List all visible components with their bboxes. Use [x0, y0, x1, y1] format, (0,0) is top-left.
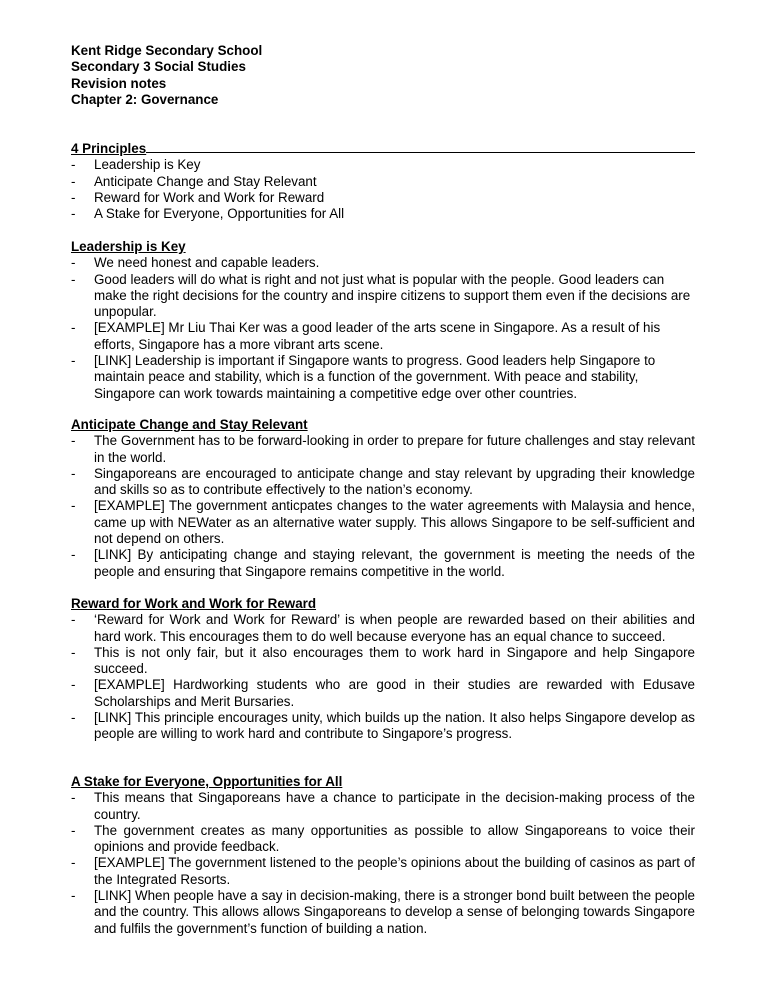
- heading-rule: [146, 140, 695, 153]
- list-item: - [EXAMPLE] Mr Liu Thai Ker was a good leader of the arts scene in Singapore. As a result of his efforts, Singapore has a more vibrant arts scene.: [71, 320, 661, 352]
- list-item: - [EXAMPLE] Hardworking students who are good in their studies are rewarded with Edusave Scholarships and Merit Bursaries.: [71, 677, 695, 709]
- list-item: - The government creates as many opportunities as possible to allow Singaporeans to voice their opinions and provide feedback.: [71, 822, 695, 855]
- section-heading: Reward for Work and Work for Reward: [71, 596, 317, 611]
- list-item: - [LINK] By anticipating change and staying relevant, the government is meeting the needs of the people and ensuring that Singapore remains competitive in the world.: [71, 547, 695, 579]
- list-item: - We need honest and capable leaders.: [71, 255, 320, 271]
- section-heading: Leadership is Key: [71, 239, 186, 254]
- list-item: - This means that Singaporeans have a chance to participate in the decision-making process of the country.: [71, 790, 695, 822]
- list-item: - Singaporeans are encouraged to anticipate change and stay relevant by upgrading their knowledge and skills so as to contribute effectively to the nation’s economy.: [71, 465, 695, 498]
- list-item: - [LINK] When people have a say in decision-making, there is a stronger bond built between the people and the country. This allows allows Singaporeans to develop a sense of belonging towards Singapore and fulfils the government’s function of building a nation.: [71, 888, 695, 936]
- list-item: - [LINK] This principle encourages unity, which builds up the nation. It also helps Singapore develop as people are willing to work hard and contribute to Singapore’s progress.: [71, 710, 695, 742]
- list-item: - Leadership is Key: [71, 157, 201, 173]
- chapter-title: Chapter 2: Governance: [71, 91, 219, 107]
- list-item: - Good leaders will do what is right and not just what is popular with the people. Good leaders can make the right decisions for the country and inspire citizens to support them even if the decisions are unpopular.: [71, 271, 691, 320]
- principles-section: [71, 140, 695, 222]
- anticipate-list: [71, 433, 695, 580]
- list-item: - Anticipate Change and Stay Relevant: [71, 173, 317, 189]
- leadership-section: [71, 239, 695, 402]
- subject-title: Secondary 3 Social Studies: [71, 59, 246, 75]
- section-heading: Anticipate Change and Stay Relevant: [71, 417, 308, 432]
- list-item: - [LINK] Leadership is important if Singapore wants to progress. Good leaders help Singapore to maintain peace and stability, which is a function of the government. With peace and stability, Singapore can work towards maintaining a competitive edge over other countries.: [71, 353, 656, 401]
- reward-section: [71, 596, 695, 743]
- list-item: - [EXAMPLE] The government listened to the people’s opinions about the building of casinos as part of the Integrated Resorts.: [71, 855, 695, 887]
- document-header: [71, 43, 262, 108]
- list-item: - [EXAMPLE] The government anticpates changes to the water agreements with Malaysia and hence, came up with NEWater as an alternative water supply. This allows Singapore to be self-sufficient and not depend on others.: [71, 498, 695, 547]
- principles-list: [71, 157, 695, 222]
- stake-list: [71, 790, 695, 937]
- section-heading: A Stake for Everyone, Opportunities for All: [71, 774, 343, 789]
- list-item: - The Government has to be forward-looking in order to prepare for future challenges and stay relevant in the world.: [71, 433, 695, 465]
- school-name: Kent Ridge Secondary School: [71, 43, 263, 58]
- anticipate-section: [71, 417, 695, 580]
- stake-section: [71, 774, 695, 937]
- reward-list: [71, 612, 695, 742]
- list-item: - A Stake for Everyone, Opportunities for All: [71, 206, 345, 222]
- document-type: Revision notes: [71, 75, 167, 91]
- list-item: - Reward for Work and Work for Reward: [71, 189, 325, 205]
- list-item: - ‘Reward for Work and Work for Reward’ is when people are rewarded based on their abilities and hard work. This encourages them to do well because everyone has an equal chance to succeed.: [71, 612, 695, 644]
- leadership-list: [71, 255, 695, 402]
- list-item: - This is not only fair, but it also encourages them to work hard in Singapore and help Singapore succeed.: [71, 644, 695, 677]
- principles-heading: 4 Principles: [71, 140, 695, 157]
